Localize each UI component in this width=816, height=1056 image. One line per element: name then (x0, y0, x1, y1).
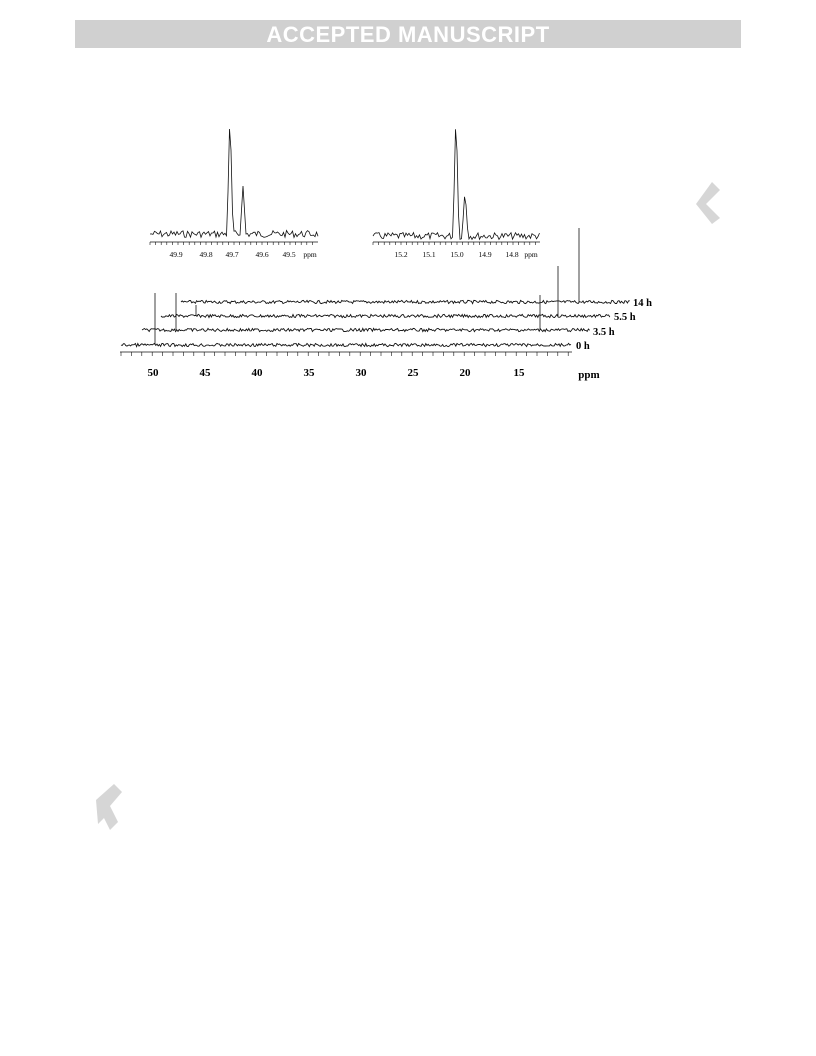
main-axis-tick: 40 (251, 367, 263, 379)
inset-right-tick: 15.0 (450, 250, 464, 259)
inset-right-unit: ppm (524, 250, 538, 259)
main-axis-unit: ppm (578, 369, 600, 381)
main-axis (120, 352, 600, 381)
trace-label: 3.5 h (593, 327, 615, 338)
main-axis-tick: 35 (303, 367, 315, 379)
watermark-chevron-right (696, 182, 720, 224)
inset-left-tick: 49.5 (282, 250, 296, 259)
inset-left-unit: ppm (303, 250, 317, 259)
watermark-fragments (96, 182, 720, 830)
main-axis-tick: 15 (513, 367, 525, 379)
main-axis-tick: 50 (147, 367, 159, 379)
main-axis-tick: 30 (355, 367, 367, 379)
inset-left-tick: 49.9 (169, 250, 183, 259)
stacked-spectra (121, 228, 652, 352)
trace-label: 0 h (576, 341, 590, 352)
main-axis-minor-ticks (121, 352, 568, 356)
inset-left-minor-ticks (150, 242, 312, 245)
inset-left-tick: 49.7 (225, 250, 239, 259)
main-axis-tick: 45 (199, 367, 211, 379)
inset-right-tick: 14.9 (478, 250, 492, 259)
inset-right-tick: 14.8 (505, 250, 519, 259)
spectrum-trace-5.5h (161, 314, 610, 317)
inset-left-spectrum (150, 129, 318, 237)
watermark-letter-a (96, 784, 122, 830)
inset-left (150, 129, 318, 259)
main-axis-tick: 20 (459, 367, 471, 379)
main-axis-tick: 25 (407, 367, 419, 379)
inset-left-tick: 49.6 (255, 250, 269, 259)
trace-label: 5.5 h (614, 312, 636, 323)
inset-left-tick: 49.8 (199, 250, 213, 259)
banner-text: ACCEPTED MANUSCRIPT (266, 22, 550, 47)
spectrum-trace-14h (181, 300, 630, 303)
inset-right-tick: 15.1 (422, 250, 436, 259)
spectrum-trace-0h (121, 343, 571, 346)
inset-right-minor-ticks (373, 242, 535, 245)
trace-label: 14 h (633, 298, 652, 309)
inset-right (373, 129, 540, 259)
inset-right-tick: 15.2 (394, 250, 408, 259)
spectrum-trace-3.5h (142, 328, 590, 331)
inset-right-spectrum (373, 129, 540, 239)
